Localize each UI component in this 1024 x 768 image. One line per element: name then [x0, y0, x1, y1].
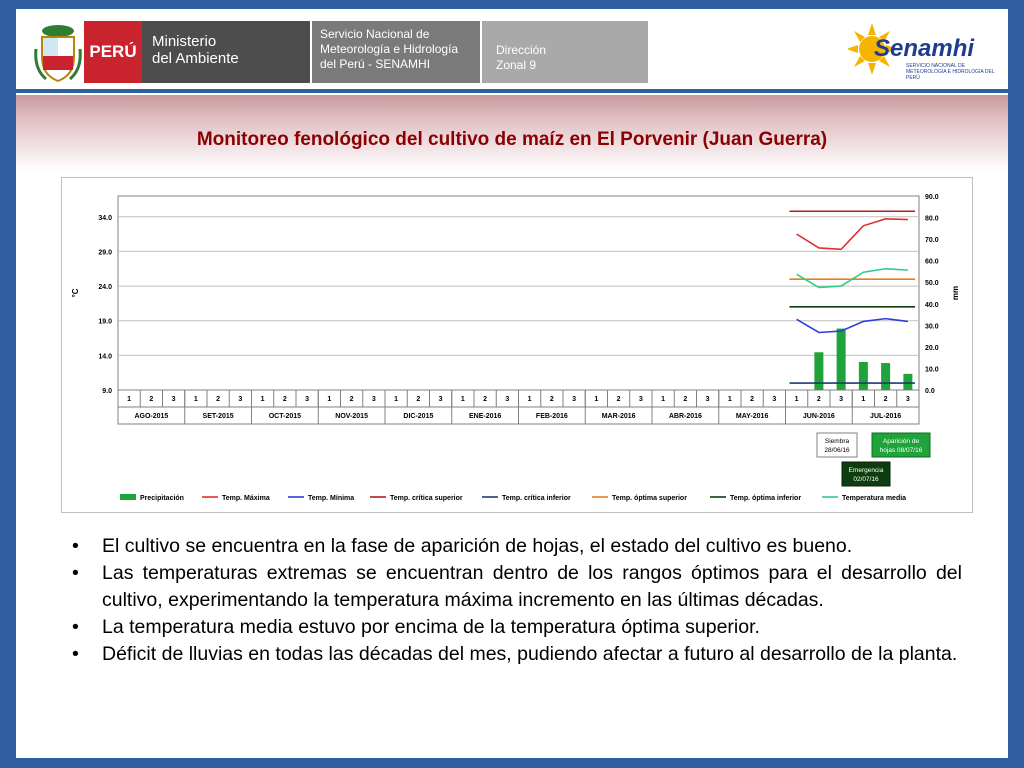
- decade-label: 1: [327, 396, 332, 403]
- bullet-item: [68, 533, 962, 560]
- precipitation-bar: [859, 362, 868, 390]
- decade-label: 1: [727, 396, 732, 403]
- bullet-list: [68, 533, 962, 668]
- decade-label: 3: [305, 396, 310, 403]
- decade-label: 2: [216, 396, 221, 403]
- decade-label: 1: [260, 396, 265, 403]
- decade-label: 2: [549, 396, 554, 403]
- y-left-tick-label: 9.0: [102, 388, 112, 395]
- month-label: NOV-2015: [335, 413, 368, 420]
- header-divider: [16, 89, 1008, 93]
- precipitation-bar: [814, 352, 823, 390]
- y-right-tick-label: 50.0: [925, 280, 939, 288]
- decade-label: 3: [572, 396, 577, 403]
- legend-label: Temp. óptima superior: [612, 495, 687, 502]
- plot-area: [118, 196, 919, 390]
- phenology-event-label: Siembra: [824, 438, 850, 445]
- bullet-dot: •: [72, 535, 79, 557]
- slide-title: Monitoreo fenológico del cultivo de maíz en El Porvenir (Juan Guerra): [196, 129, 828, 150]
- senamhi-logo-text: Senamhi: [874, 35, 975, 62]
- decade-label: 2: [883, 396, 888, 403]
- decade-label: 1: [661, 396, 666, 403]
- direccion-line1: Dirección: [496, 43, 547, 57]
- y-left-tick-label: 19.0: [98, 318, 112, 326]
- decade-label: 2: [282, 396, 287, 403]
- decade-label: 2: [416, 396, 421, 403]
- phenology-event-label: Emergencia: [848, 467, 884, 474]
- month-label: MAR-2016: [601, 413, 636, 420]
- y-left-tick-label: 24.0: [98, 284, 112, 292]
- decade-label: 3: [772, 396, 777, 403]
- bullet-item: [68, 614, 962, 641]
- senamhi-line3: del Perú - SENAMHI: [320, 57, 431, 71]
- senamhi-line1: Servicio Nacional de: [320, 27, 430, 41]
- senamhi-logo-subtitle: SERVICIO NACIONAL DE METEOROLOGÍA E HIDROLOGÍA DEL PERÚ: [906, 63, 995, 81]
- month-label: FEB-2016: [535, 413, 568, 420]
- precipitation-bar: [837, 329, 846, 390]
- month-label: ENE-2016: [468, 413, 502, 420]
- decade-label: 1: [594, 396, 599, 403]
- legend-label: Temp. Máxima: [222, 495, 270, 502]
- decade-label: 1: [861, 396, 866, 403]
- decade-label: 2: [750, 396, 755, 403]
- decade-label: 1: [394, 396, 399, 403]
- phenology-event-date: 28/06/16: [824, 447, 850, 454]
- y-right-tick-label: 40.0: [925, 301, 939, 309]
- phenology-event-date: 02/07/16: [853, 476, 879, 483]
- legend-label: Temp. crítica superior: [390, 495, 463, 502]
- decade-label: 2: [483, 396, 488, 403]
- month-label: DIC-2015: [403, 413, 434, 420]
- legend-label: Temp. Mínima: [308, 495, 355, 502]
- legend-label: Temp. óptima inferior: [730, 495, 802, 502]
- y-right-tick-label: 70.0: [925, 237, 939, 245]
- senamhi-brand: [312, 21, 480, 83]
- decade-label: 3: [505, 396, 510, 403]
- phenology-chart: [62, 178, 972, 512]
- y-left-tick-label: 14.0: [98, 353, 112, 361]
- y-right-axis-label: mm: [951, 285, 960, 301]
- y-right-tick-label: 80.0: [925, 215, 939, 223]
- legend-swatch: [120, 494, 136, 500]
- month-label: SET-2015: [202, 413, 234, 420]
- ministerio-line2: del Ambiente: [152, 50, 239, 67]
- month-label: ABR-2016: [668, 413, 702, 420]
- bullet-dot: •: [72, 643, 79, 665]
- coat-of-arms-icon: [34, 19, 82, 83]
- decade-label: 2: [349, 396, 354, 403]
- decade-label: 3: [839, 396, 844, 403]
- decade-label: 3: [438, 396, 443, 403]
- decade-label: 2: [683, 396, 688, 403]
- legend-label: Temp. crítica inferior: [502, 495, 571, 502]
- bullet-text: El cultivo se encuentra en la fase de aparición de hojas, el estado del cultivo es bueno.: [102, 535, 853, 557]
- y-left-tick-label: 29.0: [98, 249, 112, 257]
- bullet-text: Déficit de lluvias en todas las décadas del mes, pudiendo afectar a futuro al desarrollo de la planta.: [102, 643, 958, 665]
- decade-label: 1: [527, 396, 532, 403]
- month-label: MAY-2016: [735, 413, 769, 420]
- y-right-tick-label: 60.0: [925, 258, 939, 266]
- month-label: AGO-2015: [134, 413, 169, 420]
- decade-label: 2: [616, 396, 621, 403]
- month-label: JUL-2016: [870, 413, 902, 420]
- bullet-text: La temperatura media estuvo por encima de la temperatura óptima superior.: [102, 616, 760, 638]
- ministerio-line1: Ministerio: [152, 33, 217, 50]
- bullet-text: Las temperaturas extremas se encuentran dentro de los rangos óptimos para el desarrollo del cultivo, experimentando la temperatura máxima incremento en las últimas décadas.: [102, 562, 962, 611]
- legend-label: Precipitación: [140, 495, 184, 502]
- y-left-tick-label: 34.0: [98, 214, 112, 222]
- peru-brand: [84, 21, 142, 83]
- senamhi-line2: Meteorología e Hidrología: [320, 42, 459, 56]
- direccion-line2: Zonal 9: [496, 58, 537, 72]
- decade-label: 3: [238, 396, 243, 403]
- y-right-tick-label: 30.0: [925, 323, 939, 331]
- decade-label: 1: [193, 396, 198, 403]
- bullet-item: [68, 560, 962, 614]
- decade-label: 3: [905, 396, 910, 403]
- phenology-event-label: Aparición de: [882, 438, 920, 445]
- month-label: JUN-2016: [802, 413, 835, 420]
- peru-label: PERÚ: [89, 42, 137, 61]
- decade-label: 3: [171, 396, 176, 403]
- decade-label: 3: [638, 396, 643, 403]
- precipitation-bar: [881, 363, 890, 390]
- legend-label: Temperatura media: [842, 495, 907, 502]
- decade-label: 3: [371, 396, 376, 403]
- direccion-brand: [482, 21, 648, 83]
- decade-label: 1: [794, 396, 799, 403]
- decade-label: 1: [460, 396, 465, 403]
- month-label: OCT-2015: [268, 413, 302, 420]
- ministerio-brand: [142, 21, 310, 83]
- precipitation-bar: [903, 374, 912, 390]
- decade-label: 3: [705, 396, 710, 403]
- y-right-tick-label: 0.0: [925, 388, 935, 395]
- slide: [16, 9, 1008, 758]
- y-right-tick-label: 20.0: [925, 344, 939, 352]
- bullet-dot: •: [72, 562, 79, 584]
- bullet-item: [68, 641, 962, 668]
- y-right-tick-label: 90.0: [925, 194, 939, 201]
- decade-label: 1: [127, 396, 132, 403]
- bullet-dot: •: [72, 616, 79, 638]
- y-left-axis-label: °C: [71, 288, 80, 298]
- decade-label: 2: [149, 396, 154, 403]
- decade-label: 2: [816, 396, 821, 403]
- chart-frame: [61, 177, 973, 513]
- phenology-event-date: hojas 08/07/16: [879, 447, 923, 454]
- y-right-tick-label: 10.0: [925, 366, 939, 374]
